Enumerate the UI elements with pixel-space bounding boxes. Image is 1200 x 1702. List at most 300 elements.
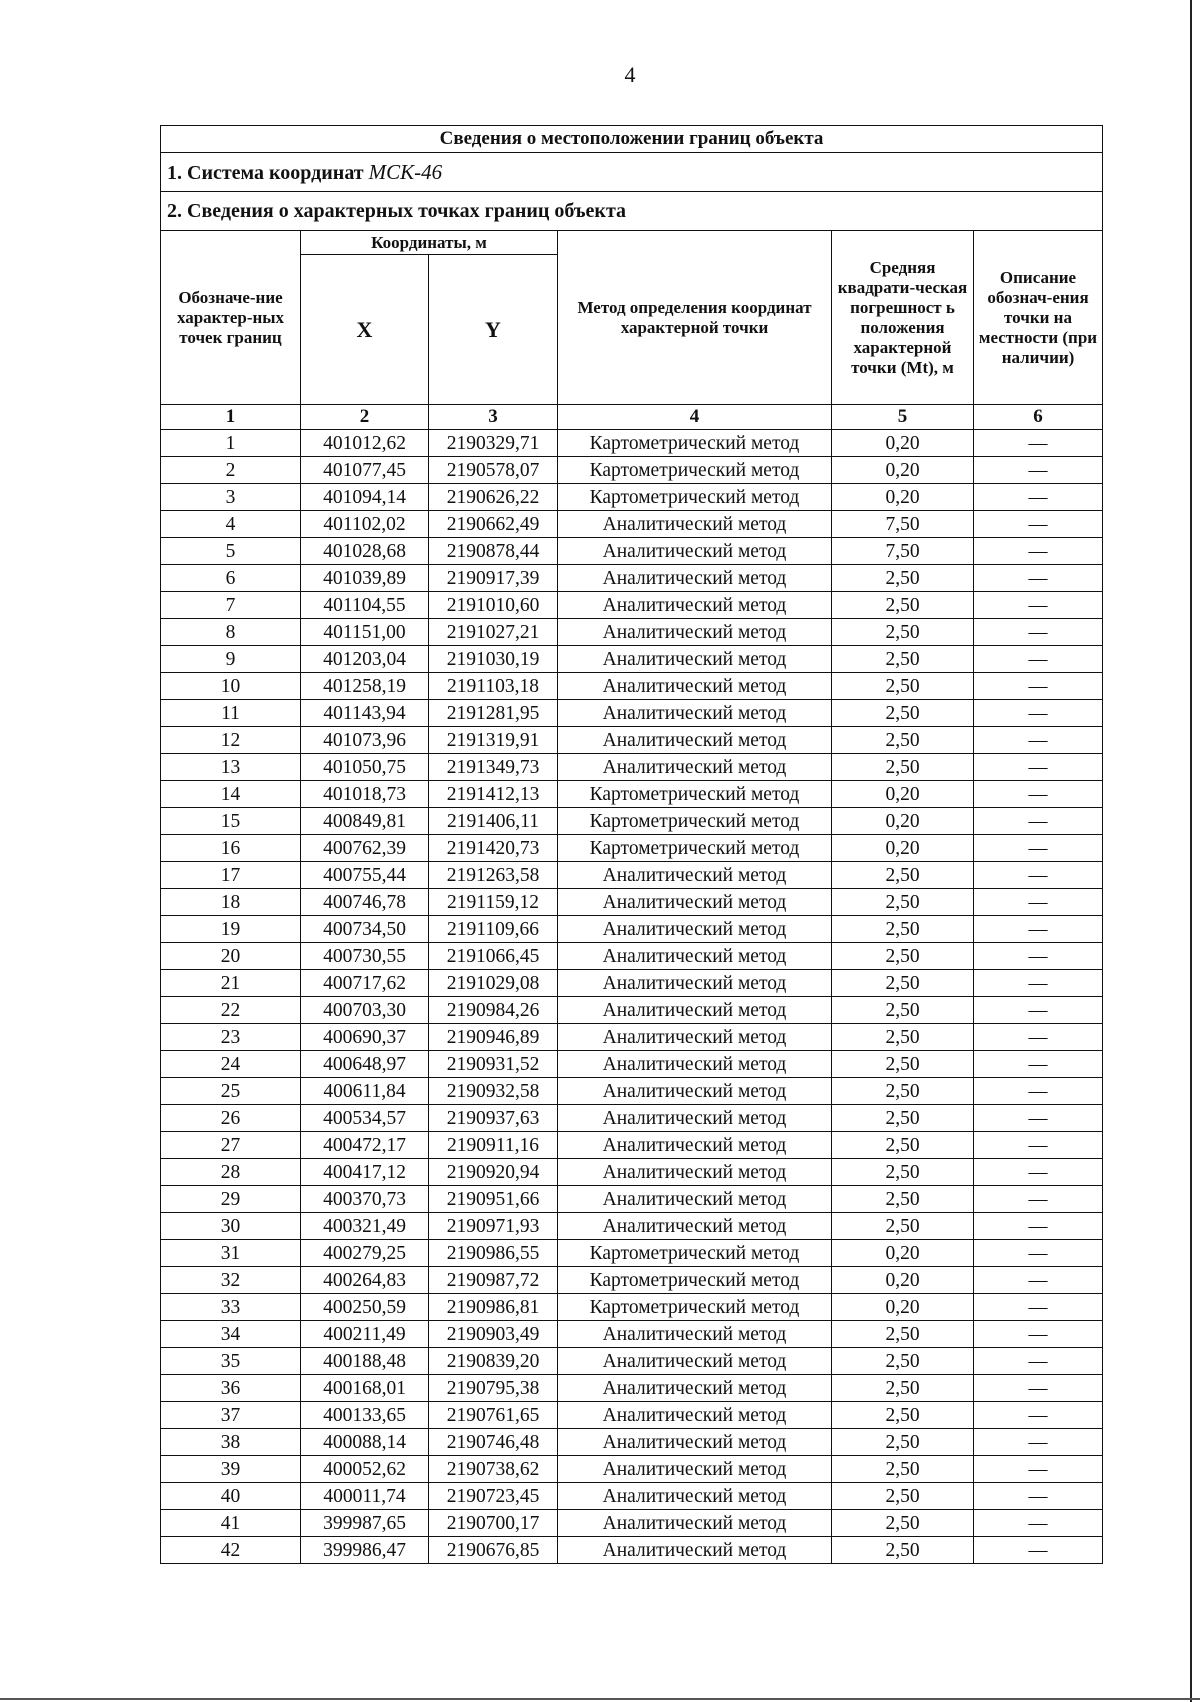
description-cell: —	[974, 1132, 1103, 1159]
method-cell: Аналитический метод	[558, 1483, 832, 1510]
coord-y-cell: 2191030,19	[429, 646, 558, 673]
coord-y-cell: 2191349,73	[429, 754, 558, 781]
error-cell: 2,50	[832, 619, 974, 646]
coord-x-cell: 401102,02	[301, 511, 429, 538]
point-id-cell: 29	[161, 1186, 301, 1213]
column-number: 4	[558, 405, 832, 430]
coord-y-cell: 2190937,63	[429, 1105, 558, 1132]
error-cell: 0,20	[832, 808, 974, 835]
error-cell: 2,50	[832, 889, 974, 916]
description-cell: —	[974, 619, 1103, 646]
method-cell: Аналитический метод	[558, 754, 832, 781]
point-id-cell: 10	[161, 673, 301, 700]
coord-y-cell: 2190951,66	[429, 1186, 558, 1213]
method-cell: Аналитический метод	[558, 1213, 832, 1240]
point-id-cell: 8	[161, 619, 301, 646]
method-cell: Аналитический метод	[558, 1456, 832, 1483]
coord-x-cell: 401094,14	[301, 484, 429, 511]
table-row	[161, 1078, 1103, 1105]
point-id-cell: 1	[161, 430, 301, 457]
description-cell: —	[974, 943, 1103, 970]
coord-x-cell: 400168,01	[301, 1375, 429, 1402]
method-cell: Аналитический метод	[558, 1078, 832, 1105]
description-cell: —	[974, 808, 1103, 835]
table-row	[161, 1240, 1103, 1267]
error-cell: 0,20	[832, 1267, 974, 1294]
method-cell: Картометрический метод	[558, 430, 832, 457]
coord-x-cell: 400321,49	[301, 1213, 429, 1240]
description-cell: —	[974, 1186, 1103, 1213]
method-cell: Аналитический метод	[558, 1105, 832, 1132]
header-x: X	[301, 255, 429, 405]
table-row	[161, 1483, 1103, 1510]
description-cell: —	[974, 430, 1103, 457]
coord-y-cell: 2190878,44	[429, 538, 558, 565]
error-cell: 0,20	[832, 457, 974, 484]
table-title: Сведения о местоположении границ объекта	[161, 126, 1103, 153]
point-id-cell: 31	[161, 1240, 301, 1267]
table-row	[161, 1051, 1103, 1078]
error-cell: 2,50	[832, 1132, 974, 1159]
coord-y-cell: 2191412,13	[429, 781, 558, 808]
description-cell: —	[974, 646, 1103, 673]
coord-x-cell: 400746,78	[301, 889, 429, 916]
coord-y-cell: 2190578,07	[429, 457, 558, 484]
coord-x-cell: 400755,44	[301, 862, 429, 889]
description-cell: —	[974, 1402, 1103, 1429]
description-cell: —	[974, 700, 1103, 727]
coord-x-cell: 400088,14	[301, 1429, 429, 1456]
coord-y-cell: 2190920,94	[429, 1159, 558, 1186]
table-row	[161, 1267, 1103, 1294]
error-cell: 2,50	[832, 1483, 974, 1510]
coord-y-cell: 2190839,20	[429, 1348, 558, 1375]
error-cell: 2,50	[832, 673, 974, 700]
point-id-cell: 41	[161, 1510, 301, 1537]
coord-x-cell: 401050,75	[301, 754, 429, 781]
method-cell: Картометрический метод	[558, 781, 832, 808]
column-number: 5	[832, 405, 974, 430]
method-cell: Аналитический метод	[558, 1510, 832, 1537]
coord-x-cell: 400690,37	[301, 1024, 429, 1051]
coord-y-cell: 2191103,18	[429, 673, 558, 700]
column-number: 2	[301, 405, 429, 430]
error-cell: 0,20	[832, 1294, 974, 1321]
description-cell: —	[974, 997, 1103, 1024]
description-cell: —	[974, 457, 1103, 484]
description-cell: —	[974, 1375, 1103, 1402]
coordinate-system-row	[161, 153, 1103, 192]
point-id-cell: 20	[161, 943, 301, 970]
error-cell: 2,50	[832, 916, 974, 943]
coord-x-cell: 400611,84	[301, 1078, 429, 1105]
description-cell: —	[974, 970, 1103, 997]
error-cell: 2,50	[832, 1078, 974, 1105]
point-id-cell: 37	[161, 1402, 301, 1429]
method-cell: Картометрический метод	[558, 1267, 832, 1294]
table-row	[161, 943, 1103, 970]
coord-y-cell: 2191281,95	[429, 700, 558, 727]
table-row	[161, 1348, 1103, 1375]
page-number: 4	[624, 62, 636, 87]
error-cell: 2,50	[832, 1321, 974, 1348]
coord-x-cell: 401012,62	[301, 430, 429, 457]
coord-x-cell: 400264,83	[301, 1267, 429, 1294]
coord-y-cell: 2191066,45	[429, 943, 558, 970]
error-cell: 2,50	[832, 862, 974, 889]
table-row	[161, 862, 1103, 889]
method-cell: Картометрический метод	[558, 1294, 832, 1321]
coord-y-cell: 2190700,17	[429, 1510, 558, 1537]
coord-y-cell: 2191420,73	[429, 835, 558, 862]
scan-edge-bottom	[0, 1698, 1200, 1700]
error-cell: 2,50	[832, 997, 974, 1024]
table-row	[161, 970, 1103, 997]
point-id-cell: 22	[161, 997, 301, 1024]
point-id-cell: 42	[161, 1537, 301, 1564]
column-number: 1	[161, 405, 301, 430]
table-row	[161, 889, 1103, 916]
point-id-cell: 7	[161, 592, 301, 619]
error-cell: 2,50	[832, 1510, 974, 1537]
point-id-cell: 17	[161, 862, 301, 889]
point-id-cell: 16	[161, 835, 301, 862]
error-cell: 2,50	[832, 1051, 974, 1078]
coord-y-cell: 2190971,93	[429, 1213, 558, 1240]
coordinate-system-value: МСК-46	[368, 159, 443, 184]
coord-y-cell: 2191159,12	[429, 889, 558, 916]
table-row	[161, 1456, 1103, 1483]
column-number-row	[161, 405, 1103, 430]
coord-x-cell: 401151,00	[301, 619, 429, 646]
point-id-cell: 18	[161, 889, 301, 916]
coord-x-cell: 399987,65	[301, 1510, 429, 1537]
method-cell: Аналитический метод	[558, 1186, 832, 1213]
method-cell: Аналитический метод	[558, 1348, 832, 1375]
error-cell: 2,50	[832, 1159, 974, 1186]
description-cell: —	[974, 1294, 1103, 1321]
error-cell: 2,50	[832, 646, 974, 673]
coord-y-cell: 2191027,21	[429, 619, 558, 646]
point-id-cell: 25	[161, 1078, 301, 1105]
point-id-cell: 3	[161, 484, 301, 511]
method-cell: Аналитический метод	[558, 1159, 832, 1186]
error-cell: 2,50	[832, 754, 974, 781]
table-row	[161, 673, 1103, 700]
table-row	[161, 484, 1103, 511]
point-id-cell: 2	[161, 457, 301, 484]
error-cell: 2,50	[832, 1537, 974, 1564]
table-row	[161, 997, 1103, 1024]
point-id-cell: 35	[161, 1348, 301, 1375]
coord-y-cell: 2190746,48	[429, 1429, 558, 1456]
method-cell: Аналитический метод	[558, 862, 832, 889]
method-cell: Аналитический метод	[558, 1024, 832, 1051]
coord-x-cell: 400133,65	[301, 1402, 429, 1429]
table-row	[161, 1429, 1103, 1456]
coord-x-cell: 400250,59	[301, 1294, 429, 1321]
description-cell: —	[974, 1024, 1103, 1051]
table-row	[161, 646, 1103, 673]
table-row	[161, 916, 1103, 943]
point-id-cell: 11	[161, 700, 301, 727]
method-cell: Аналитический метод	[558, 1402, 832, 1429]
coord-y-cell: 2191263,58	[429, 862, 558, 889]
point-id-cell: 40	[161, 1483, 301, 1510]
description-cell: —	[974, 565, 1103, 592]
error-cell: 0,20	[832, 430, 974, 457]
table-row	[161, 1321, 1103, 1348]
point-id-cell: 27	[161, 1132, 301, 1159]
description-cell: —	[974, 1159, 1103, 1186]
coord-x-cell: 400211,49	[301, 1321, 429, 1348]
table-row	[161, 1537, 1103, 1564]
coord-y-cell: 2190761,65	[429, 1402, 558, 1429]
error-cell: 2,50	[832, 565, 974, 592]
coord-x-cell: 400417,12	[301, 1159, 429, 1186]
description-cell: —	[974, 889, 1103, 916]
coord-y-cell: 2191406,11	[429, 808, 558, 835]
error-cell: 7,50	[832, 511, 974, 538]
description-cell: —	[974, 1348, 1103, 1375]
description-cell: —	[974, 727, 1103, 754]
point-id-cell: 4	[161, 511, 301, 538]
point-id-cell: 26	[161, 1105, 301, 1132]
coord-y-cell: 2190662,49	[429, 511, 558, 538]
method-cell: Аналитический метод	[558, 646, 832, 673]
point-id-cell: 34	[161, 1321, 301, 1348]
coord-x-cell: 400717,62	[301, 970, 429, 997]
error-cell: 2,50	[832, 1213, 974, 1240]
table-row	[161, 1510, 1103, 1537]
description-cell: —	[974, 511, 1103, 538]
header-method: Метод определения координат характерной точки	[558, 231, 832, 405]
error-cell: 2,50	[832, 1375, 974, 1402]
header-description: Описание обознач-ения точки на местности (при наличии)	[974, 231, 1103, 405]
coord-x-cell: 401018,73	[301, 781, 429, 808]
method-cell: Аналитический метод	[558, 673, 832, 700]
boundary-points-table	[160, 125, 1103, 1564]
method-cell: Аналитический метод	[558, 1537, 832, 1564]
point-id-cell: 32	[161, 1267, 301, 1294]
header-error: Средняя квадрати-ческая погрешност ь положения характерной точки (Мt), м	[832, 231, 974, 405]
table-row	[161, 835, 1103, 862]
coord-x-cell: 400370,73	[301, 1186, 429, 1213]
description-cell: —	[974, 1510, 1103, 1537]
description-cell: —	[974, 1240, 1103, 1267]
description-cell: —	[974, 835, 1103, 862]
point-id-cell: 28	[161, 1159, 301, 1186]
method-cell: Аналитический метод	[558, 997, 832, 1024]
method-cell: Аналитический метод	[558, 1429, 832, 1456]
method-cell: Аналитический метод	[558, 970, 832, 997]
coord-y-cell: 2190676,85	[429, 1537, 558, 1564]
coord-x-cell: 401077,45	[301, 457, 429, 484]
table-row	[161, 754, 1103, 781]
table-row	[161, 1132, 1103, 1159]
point-id-cell: 36	[161, 1375, 301, 1402]
coord-x-cell: 400734,50	[301, 916, 429, 943]
error-cell: 2,50	[832, 970, 974, 997]
error-cell: 2,50	[832, 727, 974, 754]
error-cell: 2,50	[832, 943, 974, 970]
table-row	[161, 808, 1103, 835]
table-row	[161, 727, 1103, 754]
method-cell: Аналитический метод	[558, 592, 832, 619]
header-designation: Обозначе-ние характер-ных точек границ	[161, 231, 301, 405]
point-id-cell: 6	[161, 565, 301, 592]
coord-y-cell: 2191029,08	[429, 970, 558, 997]
description-cell: —	[974, 754, 1103, 781]
method-cell: Аналитический метод	[558, 619, 832, 646]
description-cell: —	[974, 1456, 1103, 1483]
table-row	[161, 457, 1103, 484]
coord-y-cell: 2190917,39	[429, 565, 558, 592]
coord-x-cell: 400052,62	[301, 1456, 429, 1483]
table-row	[161, 1402, 1103, 1429]
method-cell: Аналитический метод	[558, 727, 832, 754]
table-row	[161, 511, 1103, 538]
error-cell: 2,50	[832, 592, 974, 619]
point-id-cell: 12	[161, 727, 301, 754]
error-cell: 0,20	[832, 835, 974, 862]
point-id-cell: 5	[161, 538, 301, 565]
coord-y-cell: 2191109,66	[429, 916, 558, 943]
description-cell: —	[974, 1105, 1103, 1132]
error-cell: 2,50	[832, 1024, 974, 1051]
coord-y-cell: 2190795,38	[429, 1375, 558, 1402]
error-cell: 2,50	[832, 1429, 974, 1456]
coord-y-cell: 2190987,72	[429, 1267, 558, 1294]
coord-x-cell: 400849,81	[301, 808, 429, 835]
method-cell: Аналитический метод	[558, 1132, 832, 1159]
description-cell: —	[974, 484, 1103, 511]
table-row	[161, 1213, 1103, 1240]
error-cell: 0,20	[832, 484, 974, 511]
coord-x-cell: 400730,55	[301, 943, 429, 970]
description-cell: —	[974, 781, 1103, 808]
column-number: 3	[429, 405, 558, 430]
description-cell: —	[974, 862, 1103, 889]
coord-y-cell: 2190931,52	[429, 1051, 558, 1078]
point-id-cell: 15	[161, 808, 301, 835]
description-cell: —	[974, 592, 1103, 619]
coord-x-cell: 399986,47	[301, 1537, 429, 1564]
point-id-cell: 13	[161, 754, 301, 781]
coord-y-cell: 2190946,89	[429, 1024, 558, 1051]
coord-x-cell: 401073,96	[301, 727, 429, 754]
coord-x-cell: 400534,57	[301, 1105, 429, 1132]
coord-y-cell: 2190932,58	[429, 1078, 558, 1105]
coord-x-cell: 401258,19	[301, 673, 429, 700]
point-id-cell: 38	[161, 1429, 301, 1456]
point-id-cell: 23	[161, 1024, 301, 1051]
description-cell: —	[974, 1321, 1103, 1348]
method-cell: Аналитический метод	[558, 889, 832, 916]
table-row	[161, 1105, 1103, 1132]
method-cell: Аналитический метод	[558, 538, 832, 565]
method-cell: Аналитический метод	[558, 916, 832, 943]
coord-y-cell: 2190903,49	[429, 1321, 558, 1348]
coord-x-cell: 401039,89	[301, 565, 429, 592]
table-row	[161, 592, 1103, 619]
coord-y-cell: 2191010,60	[429, 592, 558, 619]
point-id-cell: 21	[161, 970, 301, 997]
method-cell: Аналитический метод	[558, 511, 832, 538]
coord-y-cell: 2190986,81	[429, 1294, 558, 1321]
coord-x-cell: 400648,97	[301, 1051, 429, 1078]
point-id-cell: 33	[161, 1294, 301, 1321]
table-row	[161, 619, 1103, 646]
description-cell: —	[974, 1267, 1103, 1294]
table-row	[161, 430, 1103, 457]
description-cell: —	[974, 916, 1103, 943]
coord-x-cell: 400188,48	[301, 1348, 429, 1375]
coord-x-cell: 400011,74	[301, 1483, 429, 1510]
error-cell: 2,50	[832, 1105, 974, 1132]
coord-x-cell: 400762,39	[301, 835, 429, 862]
point-id-cell: 19	[161, 916, 301, 943]
table-row	[161, 538, 1103, 565]
description-cell: —	[974, 673, 1103, 700]
coord-y-cell: 2190723,45	[429, 1483, 558, 1510]
coord-x-cell: 401104,55	[301, 592, 429, 619]
description-cell: —	[974, 1051, 1103, 1078]
description-cell: —	[974, 1078, 1103, 1105]
header-coordinates: Координаты, м	[301, 231, 558, 255]
point-id-cell: 39	[161, 1456, 301, 1483]
error-cell: 2,50	[832, 1402, 974, 1429]
table-row	[161, 700, 1103, 727]
coord-y-cell: 2190738,62	[429, 1456, 558, 1483]
method-cell: Аналитический метод	[558, 1051, 832, 1078]
error-cell: 2,50	[832, 1186, 974, 1213]
points-section-title: 2. Сведения о характерных точках границ объекта	[161, 192, 1103, 231]
description-cell: —	[974, 1429, 1103, 1456]
method-cell: Картометрический метод	[558, 457, 832, 484]
coord-x-cell: 401028,68	[301, 538, 429, 565]
error-cell: 2,50	[832, 700, 974, 727]
point-id-cell: 30	[161, 1213, 301, 1240]
table-row	[161, 1024, 1103, 1051]
coord-x-cell: 400279,25	[301, 1240, 429, 1267]
description-cell: —	[974, 1483, 1103, 1510]
method-cell: Аналитический метод	[558, 700, 832, 727]
description-cell: —	[974, 1537, 1103, 1564]
table-row	[161, 1375, 1103, 1402]
error-cell: 7,50	[832, 538, 974, 565]
method-cell: Картометрический метод	[558, 1240, 832, 1267]
table-row	[161, 1294, 1103, 1321]
coord-y-cell: 2191319,91	[429, 727, 558, 754]
method-cell: Картометрический метод	[558, 808, 832, 835]
method-cell: Аналитический метод	[558, 943, 832, 970]
table-row	[161, 781, 1103, 808]
table-row	[161, 565, 1103, 592]
header-y: Y	[429, 255, 558, 405]
error-cell: 2,50	[832, 1456, 974, 1483]
point-id-cell: 24	[161, 1051, 301, 1078]
table-row	[161, 1186, 1103, 1213]
method-cell: Картометрический метод	[558, 835, 832, 862]
coord-x-cell: 400703,30	[301, 997, 429, 1024]
point-id-cell: 9	[161, 646, 301, 673]
error-cell: 0,20	[832, 781, 974, 808]
coord-x-cell: 401203,04	[301, 646, 429, 673]
scan-edge-right	[1190, 0, 1192, 1702]
method-cell: Картометрический метод	[558, 484, 832, 511]
table-row	[161, 1159, 1103, 1186]
